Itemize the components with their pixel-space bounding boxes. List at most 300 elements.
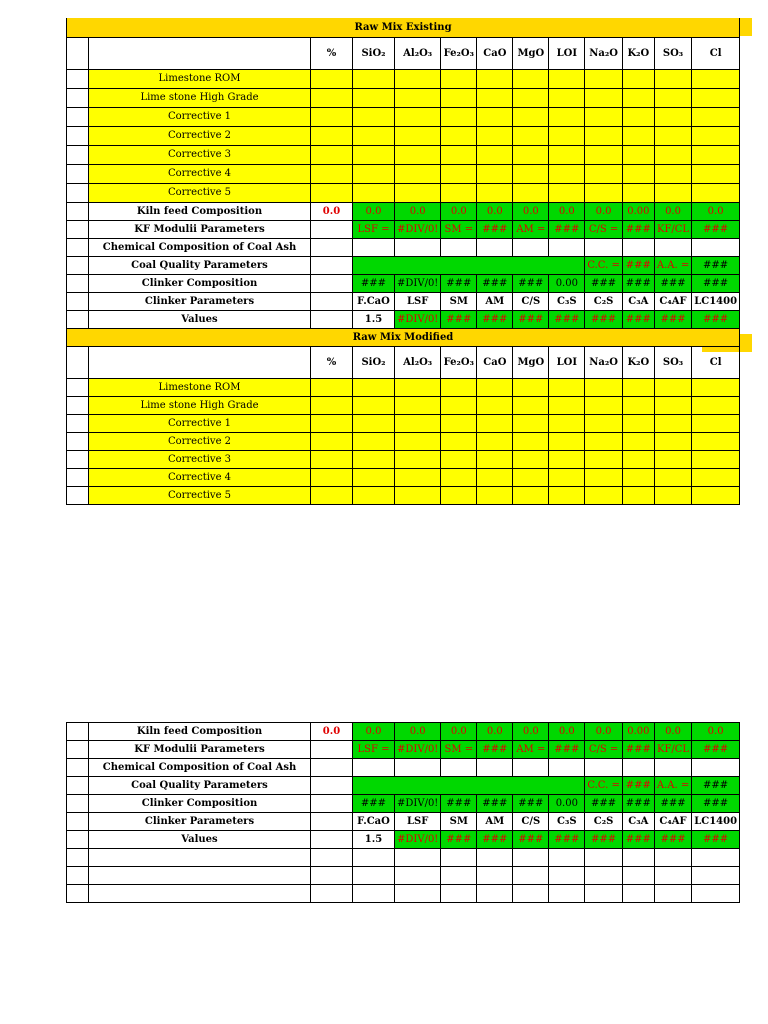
- empty-cell[interactable]: [441, 183, 477, 202]
- table-cell: C₄AF: [654, 813, 691, 831]
- empty-cell: [549, 867, 585, 885]
- empty-cell[interactable]: [692, 468, 740, 486]
- table-cell: Clinker Composition: [89, 795, 311, 813]
- empty-cell[interactable]: [654, 88, 691, 107]
- table-cell: MgO: [513, 346, 549, 378]
- table-cell: ###: [654, 310, 691, 328]
- table-cell: F.CaO: [353, 813, 395, 831]
- empty-cell: [67, 741, 89, 759]
- empty-cell[interactable]: [441, 164, 477, 183]
- empty-cell[interactable]: [311, 183, 353, 202]
- empty-cell: [67, 432, 89, 450]
- empty-cell[interactable]: [395, 183, 441, 202]
- empty-cell[interactable]: [692, 378, 740, 396]
- empty-cell[interactable]: [477, 164, 513, 183]
- table-cell: LSF =: [353, 741, 395, 759]
- header-mgo: MgO: [513, 37, 549, 69]
- table-cell: LSF =: [353, 220, 395, 238]
- empty-cell[interactable]: [441, 88, 477, 107]
- empty-cell[interactable]: [622, 164, 654, 183]
- blank-cell: [67, 37, 89, 69]
- table-cell: Clinker Parameters: [89, 813, 311, 831]
- empty-cell[interactable]: [692, 450, 740, 468]
- empty-cell: [67, 164, 89, 183]
- empty-cell[interactable]: [311, 69, 353, 88]
- empty-cell[interactable]: [441, 126, 477, 145]
- table-cell: C₃S: [549, 292, 585, 310]
- empty-cell[interactable]: [311, 107, 353, 126]
- empty-cell[interactable]: [477, 468, 513, 486]
- empty-cell: [692, 759, 740, 777]
- empty-cell[interactable]: [513, 450, 549, 468]
- empty-cell: [441, 849, 477, 867]
- table-cell: C.C. =: [585, 777, 623, 795]
- empty-cell[interactable]: [395, 164, 441, 183]
- header-sio2: SiO₂: [353, 37, 395, 69]
- empty-cell[interactable]: [477, 450, 513, 468]
- empty-cell[interactable]: [622, 486, 654, 504]
- table-cell: 0.00: [622, 202, 654, 220]
- empty-cell[interactable]: [513, 183, 549, 202]
- empty-cell[interactable]: [441, 414, 477, 432]
- empty-cell: [67, 759, 89, 777]
- empty-cell: [585, 238, 623, 256]
- table-cell: 0.0: [549, 723, 585, 741]
- empty-cell[interactable]: [654, 378, 691, 396]
- table-cell: LOI: [549, 346, 585, 378]
- empty-cell[interactable]: [549, 396, 585, 414]
- table-cell: Values: [89, 831, 311, 849]
- empty-cell: [67, 202, 89, 220]
- empty-cell[interactable]: [692, 107, 740, 126]
- table-cell: %: [311, 346, 353, 378]
- empty-cell: [585, 759, 623, 777]
- header-cao: CaO: [477, 37, 513, 69]
- table-cell: Limestone ROM: [89, 378, 311, 396]
- empty-cell: [692, 238, 740, 256]
- empty-cell: [395, 849, 441, 867]
- empty-cell[interactable]: [441, 486, 477, 504]
- empty-cell[interactable]: [654, 432, 691, 450]
- empty-cell[interactable]: [477, 69, 513, 88]
- material-corrective-4: Corrective 4: [89, 164, 311, 183]
- table-cell: 0.0: [441, 202, 477, 220]
- empty-cell[interactable]: [311, 432, 353, 450]
- empty-cell[interactable]: [549, 183, 585, 202]
- label-clinker-parameters: Clinker Parameters: [89, 292, 311, 310]
- empty-cell: [692, 867, 740, 885]
- empty-cell: [67, 274, 89, 292]
- table-cell: ###: [513, 274, 549, 292]
- table-cell: 0.00: [549, 795, 585, 813]
- table-cell: 0.0: [549, 202, 585, 220]
- empty-cell[interactable]: [549, 107, 585, 126]
- empty-cell[interactable]: [622, 183, 654, 202]
- empty-cell[interactable]: [585, 414, 623, 432]
- empty-cell[interactable]: [622, 432, 654, 450]
- table-cell: C₃A: [622, 292, 654, 310]
- empty-cell: [395, 759, 441, 777]
- empty-cell[interactable]: [513, 126, 549, 145]
- empty-cell[interactable]: [622, 88, 654, 107]
- empty-cell[interactable]: [692, 88, 740, 107]
- empty-cell: [67, 468, 89, 486]
- empty-cell: [477, 867, 513, 885]
- empty-cell[interactable]: [395, 69, 441, 88]
- empty-cell: [67, 310, 89, 328]
- empty-cell[interactable]: [353, 145, 395, 164]
- empty-cell[interactable]: [395, 414, 441, 432]
- empty-cell: [89, 346, 311, 378]
- empty-cell: [549, 849, 585, 867]
- material-corrective-2: Corrective 2: [89, 126, 311, 145]
- empty-cell[interactable]: [654, 107, 691, 126]
- empty-cell[interactable]: [395, 450, 441, 468]
- empty-cell: [353, 849, 395, 867]
- table-cell: #DIV/0!: [395, 741, 441, 759]
- table-cell: C/S =: [585, 220, 623, 238]
- empty-cell[interactable]: [654, 414, 691, 432]
- table-cell: ###: [441, 310, 477, 328]
- table-cell: LSF: [395, 813, 441, 831]
- empty-cell[interactable]: [549, 164, 585, 183]
- empty-cell[interactable]: [395, 88, 441, 107]
- table-cell: ###: [622, 310, 654, 328]
- material-corrective-3: Corrective 3: [89, 145, 311, 164]
- empty-cell: [692, 885, 740, 903]
- empty-cell[interactable]: [395, 486, 441, 504]
- table-cell: SM =: [441, 741, 477, 759]
- empty-cell[interactable]: [513, 396, 549, 414]
- table-cell: ###: [692, 795, 740, 813]
- empty-cell[interactable]: [353, 396, 395, 414]
- empty-cell[interactable]: [692, 414, 740, 432]
- empty-cell: [549, 238, 585, 256]
- empty-cell[interactable]: [441, 107, 477, 126]
- table-cell: A.A. =: [654, 777, 691, 795]
- empty-cell[interactable]: [513, 164, 549, 183]
- empty-cell: [513, 849, 549, 867]
- table-cell: KF Modulii Parameters: [89, 741, 311, 759]
- table-cell: Fe₂O₃: [441, 346, 477, 378]
- empty-cell: [585, 849, 623, 867]
- header-al2o3: Al₂O₃: [395, 37, 441, 69]
- table-cell: 0.0: [654, 202, 691, 220]
- empty-cell[interactable]: [441, 378, 477, 396]
- table-cell: Kiln feed Composition: [89, 723, 311, 741]
- empty-cell[interactable]: [441, 69, 477, 88]
- empty-cell[interactable]: [353, 450, 395, 468]
- table-cell: ###: [692, 256, 740, 274]
- table-cell: Lime stone High Grade: [89, 396, 311, 414]
- empty-cell: [622, 849, 654, 867]
- empty-cell[interactable]: [477, 88, 513, 107]
- empty-cell[interactable]: [513, 468, 549, 486]
- empty-cell[interactable]: [513, 432, 549, 450]
- table-cell: ###: [654, 274, 691, 292]
- empty-cell[interactable]: [549, 450, 585, 468]
- empty-cell[interactable]: [549, 88, 585, 107]
- empty-cell[interactable]: [353, 432, 395, 450]
- empty-cell[interactable]: [353, 88, 395, 107]
- empty-cell[interactable]: [477, 396, 513, 414]
- empty-cell[interactable]: [692, 69, 740, 88]
- table-cell: ###: [622, 741, 654, 759]
- empty-cell: [395, 867, 441, 885]
- empty-cell: [353, 885, 395, 903]
- empty-cell: [67, 795, 89, 813]
- table-cell: KF/CL: [654, 220, 691, 238]
- table-cell: ###: [692, 741, 740, 759]
- empty-cell[interactable]: [585, 164, 623, 183]
- empty-cell[interactable]: [311, 486, 353, 504]
- table-cell: ###: [585, 310, 623, 328]
- empty-cell[interactable]: [311, 414, 353, 432]
- empty-cell[interactable]: [549, 145, 585, 164]
- table-cell: ###: [692, 777, 740, 795]
- empty-cell[interactable]: [353, 164, 395, 183]
- empty-cell: [513, 867, 549, 885]
- empty-cell: [353, 238, 395, 256]
- table-cell: ###: [692, 220, 740, 238]
- table-cell: ###: [353, 274, 395, 292]
- table-cell: SM =: [441, 220, 477, 238]
- empty-cell[interactable]: [477, 126, 513, 145]
- empty-cell[interactable]: [513, 414, 549, 432]
- empty-cell: [67, 69, 89, 88]
- empty-cell[interactable]: [311, 450, 353, 468]
- empty-cell[interactable]: [585, 145, 623, 164]
- empty-cell[interactable]: [692, 126, 740, 145]
- empty-cell[interactable]: [654, 396, 691, 414]
- empty-cell: [585, 867, 623, 885]
- table-cell: ###: [692, 310, 740, 328]
- empty-cell[interactable]: [513, 69, 549, 88]
- empty-cell[interactable]: [395, 145, 441, 164]
- empty-cell[interactable]: [513, 486, 549, 504]
- empty-cell[interactable]: [513, 88, 549, 107]
- empty-cell[interactable]: [477, 183, 513, 202]
- empty-cell[interactable]: [477, 145, 513, 164]
- empty-cell[interactable]: [353, 414, 395, 432]
- empty-cell[interactable]: [654, 145, 691, 164]
- table-cell: C.C. =: [585, 256, 623, 274]
- table-cell: #DIV/0!: [395, 220, 441, 238]
- empty-cell[interactable]: [692, 145, 740, 164]
- empty-cell[interactable]: [622, 145, 654, 164]
- empty-cell[interactable]: [622, 396, 654, 414]
- empty-cell[interactable]: [692, 183, 740, 202]
- empty-cell[interactable]: [353, 486, 395, 504]
- empty-cell[interactable]: [692, 486, 740, 504]
- empty-cell[interactable]: [311, 126, 353, 145]
- empty-cell[interactable]: [585, 183, 623, 202]
- empty-cell: [353, 867, 395, 885]
- empty-cell: [311, 292, 353, 310]
- table-cell: 0.0: [311, 723, 353, 741]
- empty-cell[interactable]: [585, 88, 623, 107]
- empty-cell[interactable]: [477, 432, 513, 450]
- empty-cell[interactable]: [513, 145, 549, 164]
- empty-cell[interactable]: [549, 414, 585, 432]
- empty-cell[interactable]: [622, 126, 654, 145]
- empty-cell: [311, 741, 353, 759]
- material-limestone-rom: Limestone ROM: [89, 69, 311, 88]
- table-cell: CaO: [477, 346, 513, 378]
- empty-cell[interactable]: [654, 450, 691, 468]
- empty-cell[interactable]: [549, 468, 585, 486]
- header-percent: %: [311, 37, 353, 69]
- table-cell: C/S: [513, 292, 549, 310]
- empty-cell[interactable]: [353, 69, 395, 88]
- empty-cell[interactable]: [654, 126, 691, 145]
- table-cell: ###: [692, 831, 740, 849]
- empty-cell[interactable]: [654, 183, 691, 202]
- empty-cell[interactable]: [395, 432, 441, 450]
- empty-cell: [311, 220, 353, 238]
- empty-cell[interactable]: [692, 164, 740, 183]
- empty-cell[interactable]: [585, 450, 623, 468]
- table-cell: Corrective 1: [89, 414, 311, 432]
- table-cell: ###: [513, 831, 549, 849]
- empty-cell[interactable]: [585, 107, 623, 126]
- table-cell: Cl: [692, 346, 740, 378]
- empty-cell[interactable]: [549, 486, 585, 504]
- empty-cell: [311, 813, 353, 831]
- empty-cell[interactable]: [585, 432, 623, 450]
- empty-cell[interactable]: [622, 378, 654, 396]
- empty-cell[interactable]: [477, 414, 513, 432]
- table-cell: ###: [549, 310, 585, 328]
- table-cell: C₃A: [622, 813, 654, 831]
- empty-cell[interactable]: [549, 432, 585, 450]
- empty-cell[interactable]: [477, 486, 513, 504]
- empty-cell[interactable]: [622, 414, 654, 432]
- empty-cell: [311, 849, 353, 867]
- empty-cell: [311, 777, 353, 795]
- empty-cell[interactable]: [441, 450, 477, 468]
- empty-cell[interactable]: [353, 107, 395, 126]
- empty-cell: [67, 238, 89, 256]
- empty-cell[interactable]: [549, 378, 585, 396]
- empty-cell[interactable]: [395, 107, 441, 126]
- table-cell: 0.0: [395, 202, 441, 220]
- empty-cell[interactable]: [311, 164, 353, 183]
- empty-cell[interactable]: [549, 126, 585, 145]
- table-cell: ###: [549, 220, 585, 238]
- empty-cell[interactable]: [585, 486, 623, 504]
- empty-cell[interactable]: [441, 432, 477, 450]
- table-cell: 0.0: [395, 723, 441, 741]
- empty-cell: [441, 867, 477, 885]
- table-cell: Corrective 5: [89, 486, 311, 504]
- empty-cell[interactable]: [441, 396, 477, 414]
- empty-cell[interactable]: [311, 396, 353, 414]
- empty-cell[interactable]: [585, 378, 623, 396]
- empty-cell[interactable]: [353, 126, 395, 145]
- empty-cell[interactable]: [622, 450, 654, 468]
- table-cell: 0.0: [692, 202, 740, 220]
- empty-cell[interactable]: [395, 378, 441, 396]
- empty-cell: [311, 238, 353, 256]
- empty-cell[interactable]: [549, 69, 585, 88]
- empty-cell: [67, 396, 89, 414]
- table-cell: Corrective 3: [89, 450, 311, 468]
- empty-cell[interactable]: [654, 69, 691, 88]
- header-cl: Cl: [692, 37, 740, 69]
- empty-cell[interactable]: [311, 378, 353, 396]
- empty-cell[interactable]: [395, 126, 441, 145]
- table-cell: ###: [477, 741, 513, 759]
- empty-cell[interactable]: [654, 164, 691, 183]
- empty-cell[interactable]: [353, 468, 395, 486]
- empty-cell[interactable]: [585, 468, 623, 486]
- empty-cell[interactable]: [622, 107, 654, 126]
- empty-cell[interactable]: [353, 183, 395, 202]
- empty-cell: [67, 145, 89, 164]
- empty-cell[interactable]: [395, 396, 441, 414]
- table-cell: 0.0: [353, 723, 395, 741]
- empty-cell[interactable]: [353, 378, 395, 396]
- empty-cell[interactable]: [477, 107, 513, 126]
- label-clinker-composition: Clinker Composition: [89, 274, 311, 292]
- empty-cell: [67, 183, 89, 202]
- empty-cell[interactable]: [311, 468, 353, 486]
- empty-cell[interactable]: [622, 468, 654, 486]
- empty-cell: [67, 831, 89, 849]
- table-cell: Corrective 2: [89, 432, 311, 450]
- empty-cell[interactable]: [654, 468, 691, 486]
- table-cell: #DIV/0!: [395, 795, 441, 813]
- table-cell: Na₂O: [585, 346, 623, 378]
- empty-cell[interactable]: [585, 126, 623, 145]
- empty-cell: [67, 849, 89, 867]
- table-cell: ###: [622, 274, 654, 292]
- empty-cell[interactable]: [622, 69, 654, 88]
- empty-cell[interactable]: [477, 378, 513, 396]
- table-cell: Corrective 4: [89, 468, 311, 486]
- empty-cell[interactable]: [513, 107, 549, 126]
- empty-cell: [67, 107, 89, 126]
- table-cell: ###: [513, 310, 549, 328]
- blank-cell: [89, 37, 311, 69]
- empty-cell: [67, 346, 89, 378]
- empty-cell: [477, 885, 513, 903]
- raw-mix-existing-table: [66, 18, 740, 505]
- table-cell: SM: [441, 813, 477, 831]
- empty-cell[interactable]: [311, 145, 353, 164]
- empty-cell: [67, 777, 89, 795]
- empty-cell: [311, 795, 353, 813]
- empty-cell[interactable]: [692, 396, 740, 414]
- table-cell: LC1400: [692, 292, 740, 310]
- empty-cell: [654, 759, 691, 777]
- empty-cell: [311, 274, 353, 292]
- empty-cell[interactable]: [441, 468, 477, 486]
- empty-cell[interactable]: [441, 145, 477, 164]
- empty-cell[interactable]: [585, 69, 623, 88]
- empty-cell[interactable]: [692, 432, 740, 450]
- empty-cell[interactable]: [654, 486, 691, 504]
- empty-cell: [395, 238, 441, 256]
- empty-cell[interactable]: [395, 468, 441, 486]
- empty-cell: [353, 777, 585, 795]
- empty-cell[interactable]: [311, 88, 353, 107]
- section-title: Raw Mix Existing: [67, 18, 740, 37]
- empty-cell[interactable]: [513, 378, 549, 396]
- table-cell: C/S =: [585, 741, 623, 759]
- empty-cell[interactable]: [585, 396, 623, 414]
